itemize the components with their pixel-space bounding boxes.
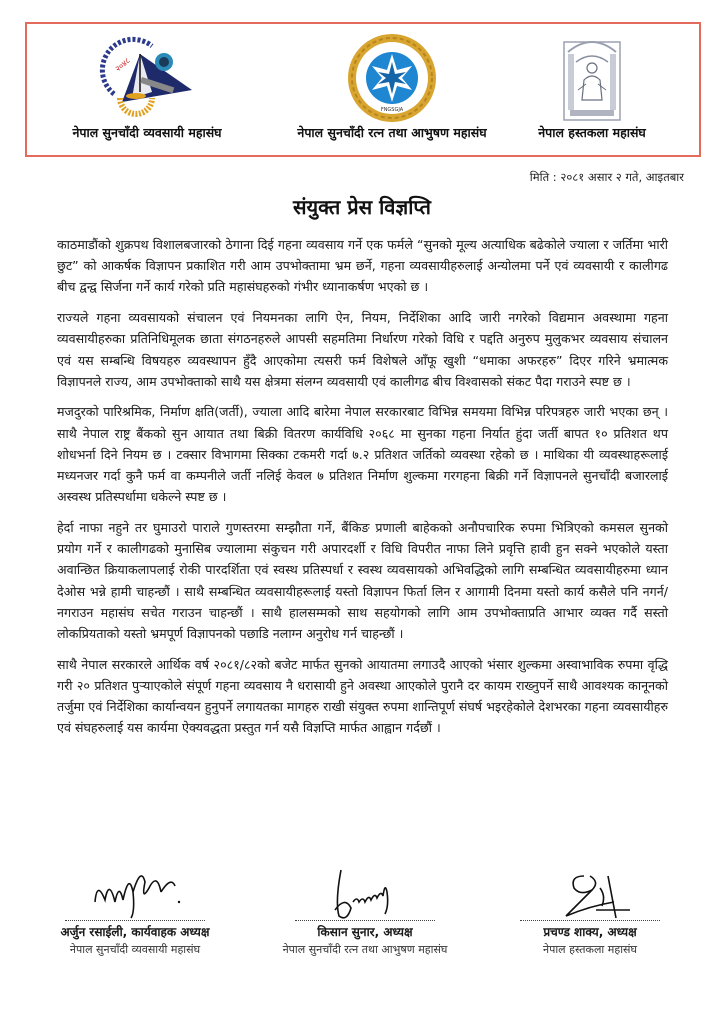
signatory-organization: नेपाल सुनचाँदी व्यवसायी महासंघ <box>69 943 201 956</box>
logo-abbrev-text: FNGSGJA <box>380 107 404 113</box>
signature-block <box>40 862 684 962</box>
logo-year-text: २०४८ <box>113 55 133 74</box>
handwritten-signature-icon <box>75 862 195 920</box>
handwritten-signature-icon <box>305 862 425 920</box>
handwritten-signature-icon <box>530 862 650 920</box>
org-name-handicraft: नेपाल हस्तकला महासंघ <box>538 125 646 140</box>
paragraph: मजदुरको पारिश्रमिक, निर्माण क्षति(जर्ती), ज्याला आदि बारेमा नेपाल सरकारबाट विभिन्न समयमा विभिन्न परिपत्रहरु जारी भएका छन् । साथै नेपाल राष्ट्र बैंकको सुन आयात तथा बिक्री वितरण कार्यविधि २०६८ मा सुनका गहना निर्यात हुंदा जर्ती बापत १० प्रतिशत थप शोधभर्ना दिने नियम छ । टक्सार विभागमा सिक्का टकमरी गर्दा ७.२ प्रतिशत जर्तिको व्यवस्था रहेको छ । माथिका यी व्यवस्थाहरूलाई मध्यनजर गर्दा कुनै फर्म वा कम्पनीले जर्ती नलिई केवल ७ प्रतिशत निर्माण शुल्कमा गरगहना बिक्री गर्ने विज्ञापनले सुनचाँदी बजारलाई अस्वस्थ प्रतिस्पर्धामा धकेल्ने स्पष्ट छ । <box>57 404 668 505</box>
signatory-1 <box>30 862 240 957</box>
org-gold-silver-traders <box>47 24 247 155</box>
signatory-2 <box>260 862 470 957</box>
signature-line <box>520 920 660 921</box>
signatory-3 <box>485 862 695 957</box>
signatory-name: किसान सुनार, अध्यक्ष <box>317 925 413 939</box>
star-seal-logo-icon <box>346 32 438 124</box>
paragraph: हेर्दा नाफा नहुने तर घुमाउरो पाराले गुणस्तरमा सम्झौता गर्ने, बैंकिङ प्रणाली बाहेकको अनौपचारिक रुपमा भित्रिएको कमसल सुनको प्रयोग गर्ने र कालीगढको मुनासिब ज्यालामा संकुचन गरी अपारदर्शी र विधि विपरीत नाफा लिने प्रवृत्ति हावी हुन सक्ने भएकोले यस्ता अवान्छित क्रियाकलापलाई रोकी पारदर्शिता एवं स्वस्थ प्रतिस्पर्धा र स्वस्थ व्यवसायको अभिवद्धिको लागि सम्बन्धित व्यवसायीहरुमा ध्यान देओस भन्ने हामी चाहन्छौं । साथै सम्बन्धित व्यवसायीहरूलाई यस्तो विज्ञापन फिर्ता लिन र आगामी दिनमा यस्तो कार्य कसैले पनि नगर्न/नगराउन महासंघ सचेत गराउन चाहन्छौं । साथै हालसम्मको साथ सहयोगको लागि आम उपभोक्ताप्रति आभार व्यक्त गर्दै सस्तो लोकप्रियताको यस्तो भ्रमपूर्ण विज्ञापनको पछाडि नलाग्न अनुरोध गर्न चाहन्छौं । <box>57 519 668 641</box>
press-release-body <box>57 234 668 748</box>
signatory-organization: नेपाल सुनचाँदी रत्न तथा आभुषण महासंघ <box>282 943 448 956</box>
org-name-gold-silver-gem-jewellery: नेपाल सुनचाँदी रत्न तथा आभुषण महासंघ <box>297 125 487 140</box>
org-gold-silver-gem-jewellery <box>267 24 517 155</box>
org-handicraft <box>512 24 672 155</box>
org-name-gold-silver-traders: नेपाल सुनचाँदी व्यवसायी महासंघ <box>72 125 222 140</box>
signature-line <box>295 920 435 921</box>
signatory-organization: नेपाल हस्तकला महासंघ <box>542 943 637 956</box>
page-title: संयुक्त प्रेस विज्ञप्ति <box>293 195 431 219</box>
paragraph: राज्यले गहना व्यवसायको संचालन एवं नियमनका लागि ऐन, नियम, निर्देशिका आदि जारी नगरेको विद्यमान अवस्थामा गहना व्यवसायीहरुका प्रतिनिधिमूलक छाता संगठनहरुले आपसी सहमतिमा निर्धारण गरेको विधि र पद्दति अनुरुप मुलुकभर व्यवसाय संचालन एवं यस सम्बन्धि विषयहरु व्यवस्थापन हुँदै आएकोमा त्यसरी फर्म विशेषले आँफू खुशी “धमाका अफरहरु” दिएर गरिने भ्रमात्मक विज्ञापनले राज्य, आम उपभोक्ताको साथै यस क्षेत्रमा संलग्न व्यवसायी एवं कालीगढ बीच विश्वासको संकट पैदा गराउने स्पष्ट छ । <box>57 310 668 389</box>
signature-line <box>65 920 205 921</box>
deity-temple-logo-icon <box>562 32 622 124</box>
gold-silver-traders-logo-icon <box>92 32 202 122</box>
signatory-name: प्रचण्ड शाक्य, अध्यक्ष <box>543 925 637 939</box>
date-line: मिति : २०८१ असार २ गते, आइतबार <box>529 170 684 184</box>
paragraph: साथै नेपाल सरकारले आर्थिक वर्ष २०८१/८२को बजेट मार्फत सुनको आयातमा लगाउदै आएको भंसार शुल्कमा अस्वाभाविक रुपमा वृद्धि गरी २० प्रतिशत पुऱ्याएकोले संपूर्ण गहना व्यवसाय नै धरासायी हुने अवस्था आएकोले पुरानै दर कायम राख्नुपर्ने साथै आवश्यक कानूनको तर्जुमा एवं निर्देशिका कार्यान्वयन हुनुपर्ने लगायतका मागहरु राखी संयुक्त रुपमा शान्तिपूर्ण संघर्ष भइरहेकोले देशभरका गहना व्यवसायीहरु एवं संघहरुलाई यस कार्यमा ऐक्यवद्धता प्रस्तुत गर्न यसै विज्ञप्ति मार्फत आह्वान गर्दछौं । <box>57 656 668 736</box>
signatory-name: अर्जुन रसाईली, कार्यवाहक अध्यक्ष <box>60 925 210 939</box>
letterhead <box>25 22 701 157</box>
paragraph: काठमाडौंको शुक्रपथ विशालबजारको ठेगाना दिई गहना व्यवसाय गर्ने एक फर्मले “सुनको मूल्य अत्याधिक बढेकोले ज्याला र जर्तिमा भारी छुट” को आकर्षक विज्ञापन प्रकाशित गरी आम उपभोक्तामा भ्रम छर्ने, गहना व्यवसायीहरुलाई अन्योलमा पर्ने एवं व्यवसायी र कालीगढ बीच द्वन्द्व सिर्जना गर्ने कार्य गरेको प्रति महासंघहरुको गंभीर ध्यानाकर्षण भएको छ । <box>57 237 668 295</box>
